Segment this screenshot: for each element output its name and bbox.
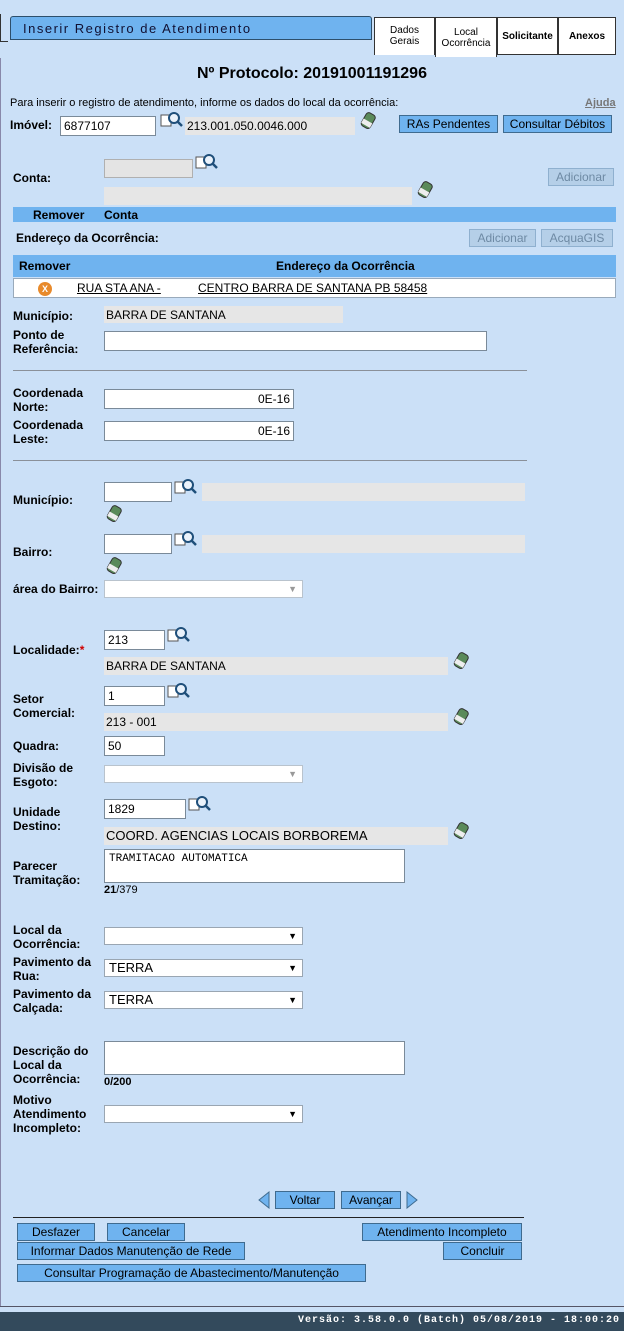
- avancar-button[interactable]: Avançar: [341, 1191, 401, 1209]
- motivo-label-2: Atendimento: [13, 1107, 87, 1121]
- divider-2: [13, 460, 527, 461]
- help-link[interactable]: Ajuda: [585, 97, 616, 109]
- consultar-programacao-button[interactable]: Consultar Programação de Abastecimento/Manutenção: [17, 1264, 366, 1282]
- instruction-text: Para inserir o registro de atendimento, informe os dados do local da ocorrência:: [10, 97, 399, 109]
- bairro-desc: [202, 535, 525, 553]
- address-rest-link[interactable]: CENTRO BARRA DE SANTANA PB 58458: [198, 281, 428, 295]
- descricao-label-3: Ocorrência:: [13, 1072, 81, 1086]
- municipio-clear-icon[interactable]: [105, 505, 123, 523]
- pavimento-rua-label-1: Pavimento da: [13, 955, 92, 969]
- tab-local-ocorrencia[interactable]: [435, 17, 497, 57]
- ponto-ref-label-1: Ponto de: [13, 328, 65, 342]
- descricao-label-1: Descrição do: [13, 1044, 89, 1058]
- coord-norte-label-1: Coordenada: [13, 386, 84, 400]
- pavimento-rua-select[interactable]: [104, 959, 303, 977]
- pavimento-calcada-label-1: Pavimento da: [13, 987, 92, 1001]
- arrow-right-icon[interactable]: [406, 1191, 418, 1209]
- divider-1: [13, 370, 527, 371]
- conta-desc: [104, 187, 412, 205]
- pavimento-calcada-select[interactable]: [104, 991, 303, 1009]
- chevron-down-icon: ▼: [288, 769, 297, 779]
- address-street-link[interactable]: RUA STA ANA -: [77, 281, 161, 295]
- actions-divider: [13, 1217, 524, 1218]
- area-bairro-select[interactable]: [104, 580, 303, 598]
- endereco-label: Endereço da Ocorrência:: [16, 231, 159, 245]
- parecer-label-1: Parecer: [13, 859, 58, 873]
- divisao-label-1: Divisão de: [13, 761, 74, 775]
- conta-input[interactable]: [104, 159, 193, 178]
- local-ocorrencia-label-1: Local da: [13, 923, 62, 937]
- coord-leste-label-1: Coordenada: [13, 418, 84, 432]
- municipio-display-value: BARRA DE SANTANA: [104, 306, 343, 323]
- parecer-text: TRAMITACAO AUTOMATICA: [109, 853, 248, 865]
- required-marker: *: [79, 643, 85, 657]
- arrow-left-icon[interactable]: [258, 1191, 270, 1209]
- ras-pendentes-button[interactable]: RAs Pendentes: [399, 115, 498, 133]
- ponto-ref-label-2: Referência:: [13, 342, 79, 356]
- setor-input[interactable]: 1: [104, 686, 165, 706]
- parecer-max: /379: [116, 884, 138, 896]
- quadra-input[interactable]: 50: [104, 736, 165, 756]
- motivo-label-1: Motivo: [13, 1093, 52, 1107]
- tab-anexos[interactable]: [558, 17, 616, 55]
- descricao-counter: 0/200: [104, 1076, 132, 1088]
- localidade-input[interactable]: 213: [104, 630, 165, 650]
- footer-separator: [0, 1306, 624, 1307]
- pavimento-rua-value: TERRA: [109, 960, 154, 975]
- coord-norte-label-2: Norte:: [13, 400, 49, 414]
- protocol-number: Nº Protocolo: 20191001191296: [197, 65, 427, 82]
- chevron-down-icon: ▼: [288, 1109, 297, 1119]
- municipio-search-icon[interactable]: [174, 477, 198, 497]
- consultar-debitos-button[interactable]: Consultar Débitos: [503, 115, 612, 133]
- desfazer-button[interactable]: Desfazer: [17, 1223, 95, 1241]
- conta-col-conta: Conta: [104, 208, 138, 222]
- setor-desc: 213 - 001: [104, 713, 448, 731]
- bairro-input[interactable]: [104, 534, 172, 554]
- endereco-add-button[interactable]: Adicionar: [469, 229, 536, 247]
- endereco-col-endereco: Endereço da Ocorrência: [276, 259, 415, 273]
- concluir-button[interactable]: Concluir: [443, 1242, 522, 1260]
- conta-search-icon[interactable]: [195, 152, 219, 172]
- atendimento-incompleto-button[interactable]: Atendimento Incompleto: [362, 1223, 522, 1241]
- tab-anexos-label: Anexos: [568, 31, 606, 42]
- localidade-search-icon[interactable]: [167, 625, 191, 645]
- footer-bar: [0, 1312, 624, 1331]
- conta-clear-icon[interactable]: [416, 181, 434, 199]
- descricao-textarea[interactable]: [104, 1041, 405, 1075]
- header-left-edge: [0, 14, 8, 42]
- localidade-label-text: Localidade:: [13, 643, 80, 657]
- municipio-desc: [202, 483, 525, 501]
- pavimento-calcada-label-2: Calçada:: [13, 1001, 64, 1015]
- chevron-down-icon: ▼: [288, 963, 297, 973]
- window-left-edge: [0, 58, 4, 1306]
- bairro-clear-icon[interactable]: [105, 557, 123, 575]
- divisao-label-2: Esgoto:: [13, 775, 58, 789]
- area-bairro-label: área do Bairro:: [13, 582, 99, 596]
- bairro-search-icon[interactable]: [174, 529, 198, 549]
- local-ocorrencia-select[interactable]: [104, 927, 303, 945]
- tab-solicitante[interactable]: [497, 17, 558, 55]
- conta-add-button[interactable]: Adicionar: [548, 168, 614, 186]
- informar-rede-button[interactable]: Informar Dados Manutenção de Rede: [17, 1242, 245, 1260]
- tab-local-ocorrencia-line1: Local: [454, 27, 478, 38]
- page-title: Inserir Registro de Atendimento: [23, 21, 252, 36]
- local-ocorrencia-label-2: Ocorrência:: [13, 937, 81, 951]
- setor-label-1: Setor: [13, 692, 44, 706]
- acquagis-button[interactable]: AcquaGIS: [541, 229, 613, 247]
- divisao-select[interactable]: [104, 765, 303, 783]
- tab-dados-gerais-line2: Gerais: [389, 36, 420, 47]
- tab-dados-gerais-line1: Dados: [390, 25, 419, 36]
- descricao-label-2: Local da: [13, 1058, 62, 1072]
- coord-leste-input[interactable]: 0E-16: [104, 421, 294, 441]
- remove-address-icon[interactable]: X: [38, 282, 52, 296]
- bairro-label: Bairro:: [13, 545, 53, 559]
- municipio-display-label: Município:: [13, 309, 73, 323]
- unidade-input[interactable]: 1829: [104, 799, 186, 819]
- parecer-counter: [104, 883, 138, 897]
- conta-label: Conta:: [13, 171, 51, 185]
- municipio-label: Município:: [13, 493, 73, 507]
- chevron-down-icon: ▼: [288, 584, 297, 594]
- municipio-input[interactable]: [104, 482, 172, 502]
- unidade-search-icon[interactable]: [188, 794, 212, 814]
- cancelar-button[interactable]: Cancelar: [107, 1223, 185, 1241]
- version-text: Versão: 3.58.0.0 (Batch) 05/08/2019 - 18:00:20: [297, 1315, 620, 1326]
- unidade-desc: COORD. AGENCIAS LOCAIS BORBOREMA: [104, 827, 448, 845]
- parecer-count: 21: [104, 884, 117, 896]
- tab-local-ocorrencia-line2: Ocorrência: [441, 38, 491, 49]
- imovel-search-icon[interactable]: [160, 110, 184, 130]
- motivo-label-3: Incompleto:: [13, 1121, 81, 1135]
- setor-search-icon[interactable]: [167, 681, 191, 701]
- motivo-select[interactable]: [104, 1105, 303, 1123]
- unidade-label-1: Unidade: [13, 805, 61, 819]
- localidade-clear-icon[interactable]: [452, 652, 470, 670]
- tab-dados-gerais[interactable]: [374, 17, 435, 55]
- localidade-desc: BARRA DE SANTANA: [104, 657, 448, 675]
- localidade-label: [13, 643, 84, 657]
- unidade-clear-icon[interactable]: [452, 822, 470, 840]
- header-bar: [0, 14, 624, 58]
- endereco-col-remove: Remover: [19, 259, 71, 273]
- ponto-ref-input[interactable]: [104, 331, 487, 351]
- imovel-label: Imóvel:: [10, 118, 53, 132]
- imovel-clear-icon[interactable]: [359, 112, 377, 130]
- quadra-label: Quadra:: [13, 739, 60, 753]
- imovel-input[interactable]: 6877107: [60, 116, 156, 136]
- pavimento-rua-label-2: Rua:: [13, 969, 40, 983]
- conta-col-remove: Remover: [33, 208, 85, 222]
- coord-norte-input[interactable]: 0E-16: [104, 389, 294, 409]
- setor-clear-icon[interactable]: [452, 708, 470, 726]
- tab-solicitante-label: Solicitante: [502, 31, 553, 42]
- pavimento-calcada-value: TERRA: [109, 992, 154, 1007]
- parecer-label-2: Tramitação:: [13, 873, 81, 887]
- coord-leste-label-2: Leste:: [13, 432, 49, 446]
- title-bar: [10, 16, 372, 40]
- voltar-button[interactable]: Voltar: [275, 1191, 335, 1209]
- imovel-inscricao: 213.001.050.0046.000: [185, 117, 355, 135]
- parecer-textarea[interactable]: [104, 849, 405, 883]
- setor-label-2: Comercial:: [13, 706, 76, 720]
- chevron-down-icon: ▼: [288, 931, 297, 941]
- unidade-label-2: Destino:: [13, 819, 61, 833]
- chevron-down-icon: ▼: [288, 995, 297, 1005]
